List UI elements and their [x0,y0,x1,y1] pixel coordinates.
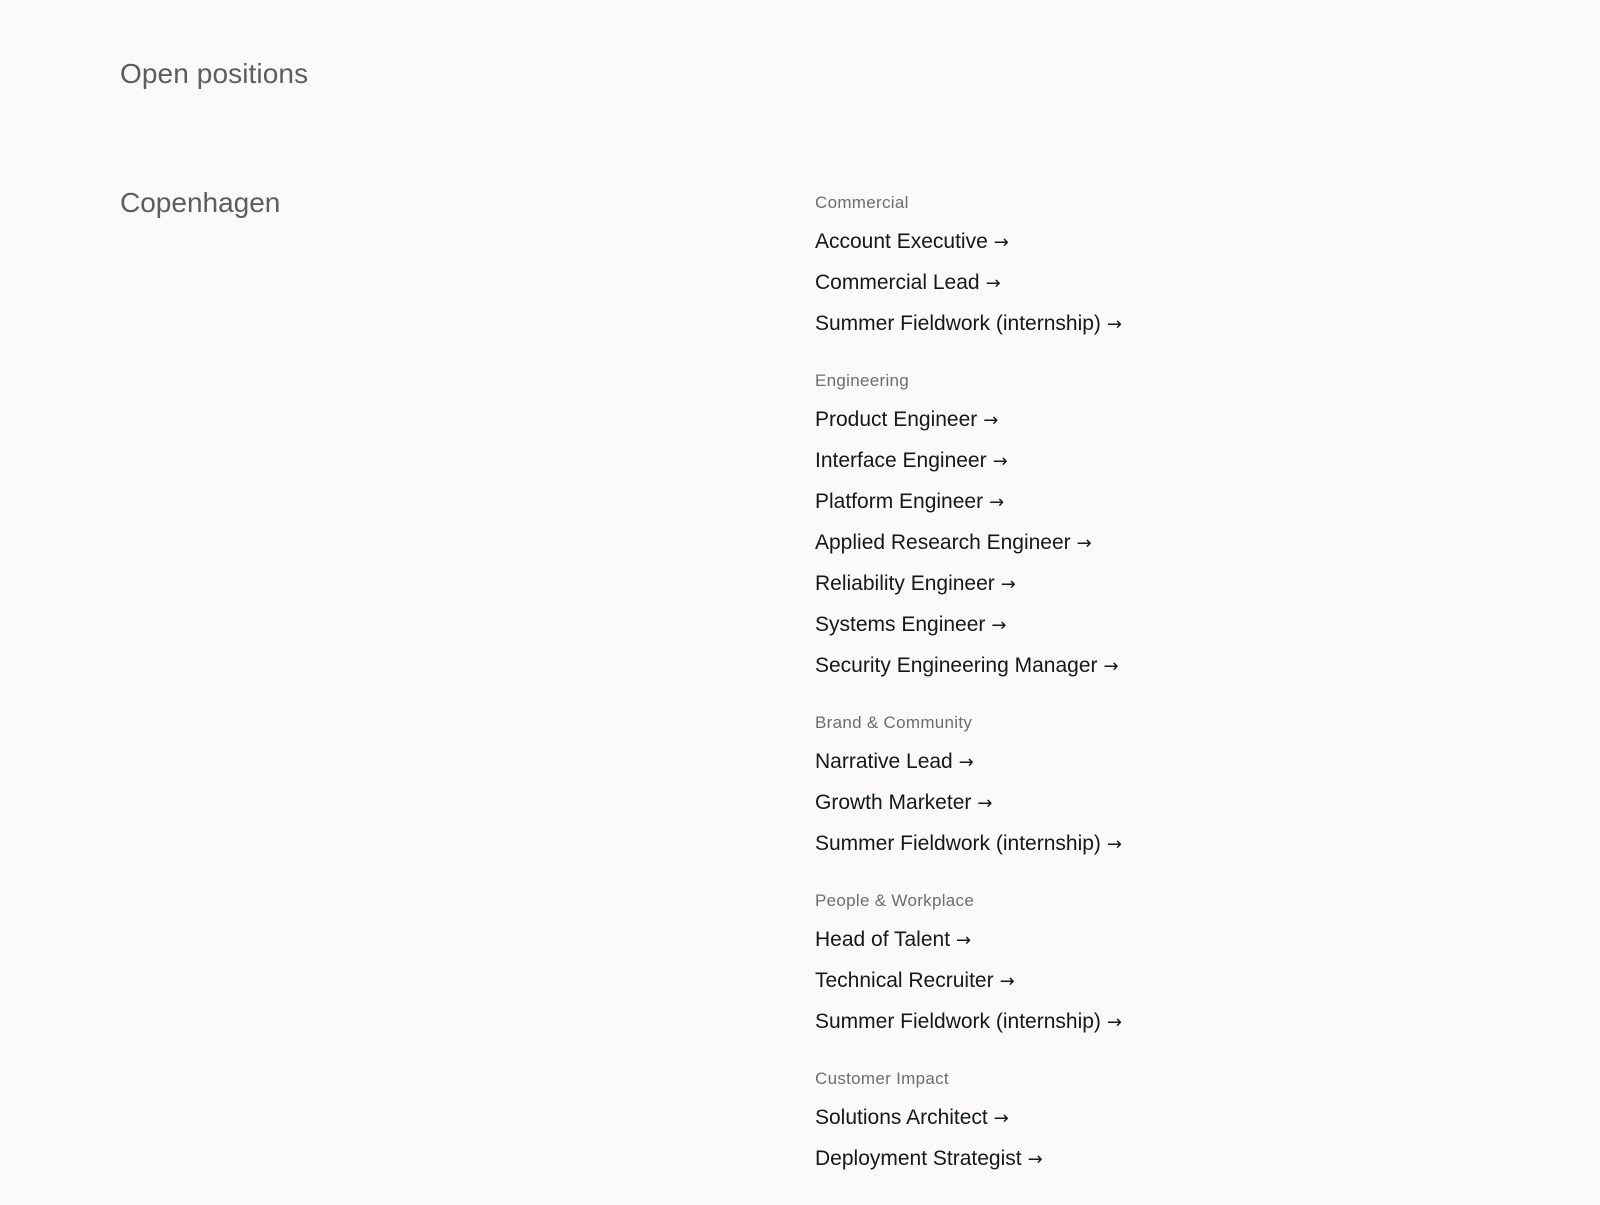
department-section [815,1068,1335,1179]
department-section [815,370,1335,686]
job-title: Summer Fieldwork (internship) [815,832,1101,855]
job-title: Account Executive [815,230,988,253]
job-title: Growth Marketer [815,791,972,814]
arrow-right-icon: → [1076,533,1092,554]
list-item [815,604,1335,645]
job-link[interactable] [815,531,1092,554]
list-item [815,399,1335,440]
job-link[interactable] [815,654,1119,677]
job-link[interactable] [815,832,1122,855]
job-link[interactable] [815,408,998,431]
department-section [815,712,1335,864]
list-item [815,919,1335,960]
job-title: Interface Engineer [815,449,987,472]
arrow-right-icon: → [985,273,1001,294]
arrow-right-icon: → [1027,1149,1043,1170]
location-title: Copenhagen [120,187,281,218]
arrow-right-icon: → [991,615,1007,636]
list-item [815,563,1335,604]
arrow-right-icon: → [999,971,1015,992]
job-title: Summer Fieldwork (internship) [815,312,1101,335]
job-title: Platform Engineer [815,490,984,513]
arrow-right-icon: → [956,930,972,951]
arrow-right-icon: → [977,793,993,814]
job-link[interactable] [815,750,974,773]
job-title: Reliability Engineer [815,572,995,595]
job-title: Summer Fieldwork (internship) [815,1010,1101,1033]
list-item [815,481,1335,522]
list-item [815,782,1335,823]
arrow-right-icon: → [1103,656,1119,677]
list-item [815,1001,1335,1042]
list-item [815,741,1335,782]
arrow-right-icon: → [1106,834,1123,855]
job-title: Technical Recruiter [815,969,994,992]
job-link[interactable] [815,928,971,951]
arrow-right-icon: → [983,410,999,431]
job-list [815,221,1335,344]
job-list [815,741,1335,864]
job-title: Security Engineering Manager [815,654,1098,677]
job-link[interactable] [815,230,1009,253]
department-name: Customer Impact [815,1069,949,1088]
job-list [815,399,1335,686]
arrow-right-icon: → [958,752,974,773]
job-link[interactable] [815,1106,1009,1129]
page-title: Open positions [120,58,309,89]
list-item [815,823,1335,864]
list-item [815,1138,1335,1179]
job-title: Solutions Architect [815,1106,988,1129]
arrow-right-icon: → [993,232,1009,253]
job-title: Head of Talent [815,928,951,951]
job-link[interactable] [815,449,1008,472]
job-list [815,919,1335,1042]
arrow-right-icon: → [989,492,1005,513]
job-link[interactable] [815,1010,1122,1033]
department-section [815,890,1335,1042]
job-link[interactable] [815,791,992,814]
department-name: Commercial [815,193,909,212]
job-link[interactable] [815,613,1007,636]
list-item [815,960,1335,1001]
list-item [815,221,1335,262]
department-name: Brand & Community [815,713,973,732]
list-item [815,522,1335,563]
job-link[interactable] [815,271,1001,294]
department-name: Engineering [815,371,910,390]
job-title: Applied Research Engineer [815,531,1071,554]
job-link[interactable] [815,1147,1043,1170]
list-item [815,303,1335,344]
department-list [815,192,1335,1205]
list-item [815,645,1335,686]
list-item [815,1097,1335,1138]
arrow-right-icon: → [1000,574,1016,595]
job-list [815,1097,1335,1179]
job-title: Product Engineer [815,408,978,431]
job-title: Deployment Strategist [815,1147,1022,1170]
job-title: Narrative Lead [815,750,953,773]
department-name: People & Workplace [815,891,975,910]
job-title: Systems Engineer [815,613,986,636]
arrow-right-icon: → [1106,1012,1123,1033]
arrow-right-icon: → [992,451,1008,472]
job-link[interactable] [815,572,1016,595]
department-section [815,192,1335,344]
job-link[interactable] [815,490,1004,513]
job-link[interactable] [815,312,1122,335]
arrow-right-icon: → [1106,314,1123,335]
job-link[interactable] [815,969,1015,992]
list-item [815,262,1335,303]
arrow-right-icon: → [993,1108,1009,1129]
job-title: Commercial Lead [815,271,980,294]
list-item [815,440,1335,481]
